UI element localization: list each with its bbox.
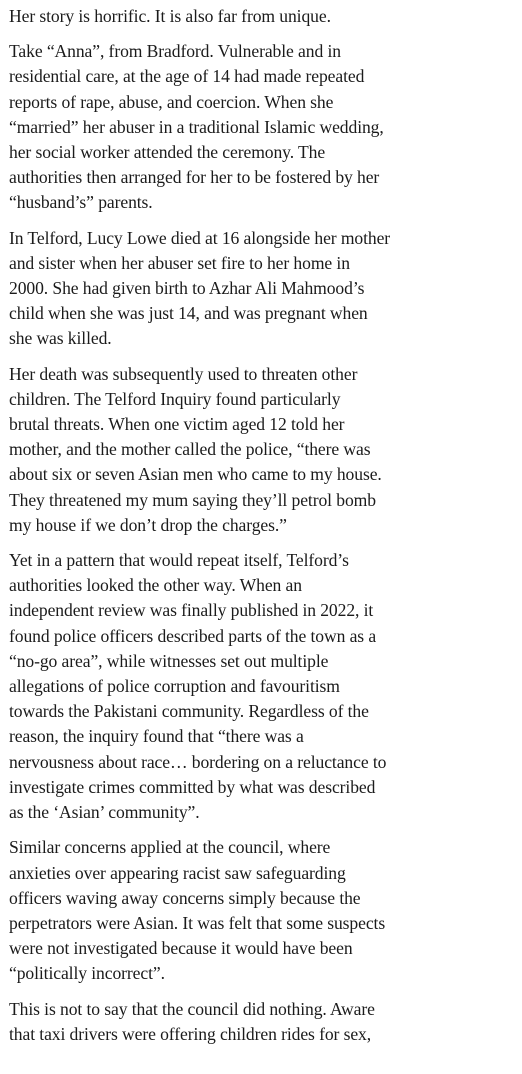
- paragraph: In Telford, Lucy Lowe died at 16 alongside her mother and sister when her abuser set fire to her home in 2000. She had given birth to Azhar Ali Mahmood’s child when she was just 14, and was pregnant when she was killed.: [9, 227, 391, 349]
- paragraph: Yet in a pattern that would repeat itself, Telford’s authorities looked the other way. When an independent review was finally published in 2022, it found police officers described parts of the town as a “no-go area”, while witnesses set out multiple allegations of police corruption and favouritism towards the Pakistani community. Regardless of the reason, the inquiry found that “there was a nervousness about race… bordering on a reluctance to investigate crimes committed by what was described as the ‘Asian’ community”.: [9, 550, 387, 823]
- paragraph: This is not to say that the council did nothing. Aware that taxi drivers were offering children rides for sex,: [9, 998, 375, 1044]
- paragraph: Her story is horrific. It is also far from unique.: [9, 6, 331, 26]
- article-body: [9, 4, 514, 1057]
- paragraph: Similar concerns applied at the council, where anxieties over appearing racist saw safeguarding officers waving away concerns simply because the perpetrators were Asian. It was felt that some suspects were not investigated because it would have been “politically incorrect”.: [9, 837, 386, 984]
- paragraph: Her death was subsequently used to threaten other children. The Telford Inquiry found particularly brutal threats. When one victim aged 12 told her mother, and the mother called the police, “there was about six or seven Asian men who came to my house. They threatened my mum saying they’ll petrol bomb my house if we don’t drop the charges.”: [9, 363, 382, 535]
- paragraph: Take “Anna”, from Bradford. Vulnerable and in residential care, at the age of 14 had made repeated reports of rape, abuse, and coercion. When she “married” her abuser in a traditional Islamic wedding, her social worker attended the ceremony. The authorities then arranged for her to be fostered by her “husband’s” parents.: [9, 41, 384, 213]
